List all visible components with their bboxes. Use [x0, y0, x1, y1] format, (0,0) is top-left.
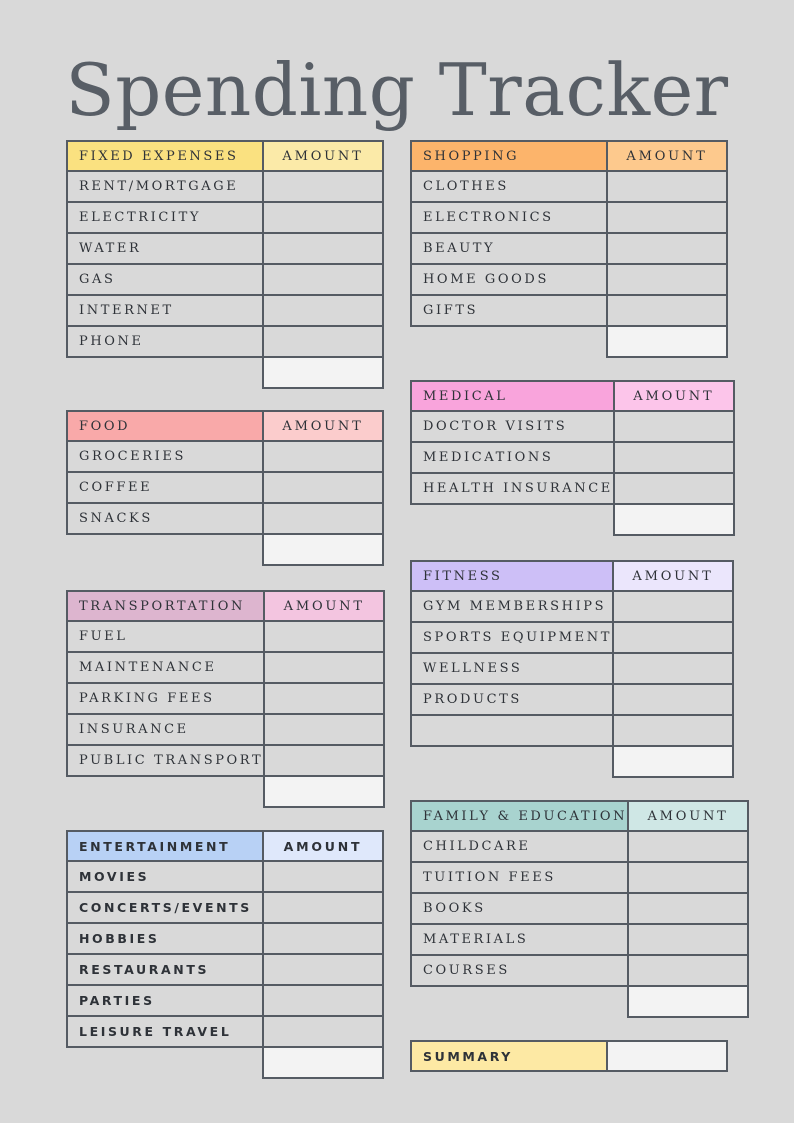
family-item-label: TUITION FEES — [411, 862, 628, 893]
family-item-label: COURSES — [411, 955, 628, 986]
family-item-label: CHILDCARE — [411, 831, 628, 862]
medical-amount-field[interactable] — [614, 442, 734, 473]
table-row — [67, 861, 383, 892]
fixed-item-label: WATER — [67, 233, 263, 264]
fitness-amount-field[interactable] — [613, 653, 733, 684]
fitness-amount-field[interactable] — [613, 622, 733, 653]
table-row — [67, 745, 384, 776]
table-row — [67, 683, 384, 714]
transportation-amount-header: AMOUNT — [264, 591, 384, 621]
medical-item-label: MEDICATIONS — [411, 442, 614, 473]
shopping-amount-header: AMOUNT — [607, 141, 727, 171]
page-title: Spending Tracker — [65, 48, 729, 132]
food-amount-field[interactable] — [263, 503, 383, 534]
entertainment-item-label: LEISURE TRAVEL — [67, 1016, 263, 1047]
family-amount-header: AMOUNT — [628, 801, 748, 831]
transportation-item-label: INSURANCE — [67, 714, 264, 745]
food-header: FOOD — [67, 411, 263, 441]
food-amount-field[interactable] — [263, 472, 383, 503]
fitness-total-row — [411, 746, 733, 777]
shopping-table — [410, 140, 728, 358]
shopping-amount-field[interactable] — [607, 264, 727, 295]
fixed-total-field[interactable] — [263, 357, 383, 388]
transportation-header: TRANSPORTATION — [67, 591, 264, 621]
food-total-row — [67, 534, 383, 565]
table-row — [411, 202, 727, 233]
fixed-item-label: ELECTRICITY — [67, 202, 263, 233]
medical-amount-field[interactable] — [614, 473, 734, 504]
table-row — [67, 503, 383, 534]
shopping-header: SHOPPING — [411, 141, 607, 171]
transportation-item-label: PARKING FEES — [67, 683, 264, 714]
entertainment-amount-field[interactable] — [263, 954, 383, 985]
table-row — [67, 892, 383, 923]
summary-label: SUMMARY — [411, 1041, 607, 1071]
fixed-amount-field[interactable] — [263, 233, 383, 264]
table-row — [67, 233, 383, 264]
fixed-amount-field[interactable] — [263, 202, 383, 233]
fixed-total-spacer — [67, 357, 263, 388]
shopping-item-label: BEAUTY — [411, 233, 607, 264]
table-row — [411, 715, 733, 746]
table-row — [67, 621, 384, 652]
fitness-item-label: PRODUCTS — [411, 684, 613, 715]
family-table — [410, 800, 749, 1018]
transportation-item-label: MAINTENANCE — [67, 652, 264, 683]
fixed-table — [66, 140, 384, 389]
entertainment-item-label: MOVIES — [67, 861, 263, 892]
fitness-item-label — [411, 715, 613, 746]
shopping-total-spacer — [411, 326, 607, 357]
entertainment-total-field[interactable] — [263, 1047, 383, 1078]
shopping-item-label: CLOTHES — [411, 171, 607, 202]
fitness-header: FITNESS — [411, 561, 613, 591]
medical-header: MEDICAL — [411, 381, 614, 411]
summary-table — [410, 1040, 728, 1072]
food-total-spacer — [67, 534, 263, 565]
fitness-amount-field[interactable] — [613, 715, 733, 746]
entertainment-total-spacer — [67, 1047, 263, 1078]
transportation-amount-field[interactable] — [264, 745, 384, 776]
transportation-total-field[interactable] — [264, 776, 384, 807]
shopping-item-label: HOME GOODS — [411, 264, 607, 295]
fixed-amount-field[interactable] — [263, 264, 383, 295]
fitness-item-label: SPORTS EQUIPMENT — [411, 622, 613, 653]
fitness-amount-field[interactable] — [613, 684, 733, 715]
table-row — [411, 473, 734, 504]
fitness-table — [410, 560, 734, 778]
medical-amount-field[interactable] — [614, 411, 734, 442]
transportation-item-label: FUEL — [67, 621, 264, 652]
table-row — [67, 652, 384, 683]
table-row — [411, 862, 748, 893]
food-table — [66, 410, 384, 566]
table-row — [67, 954, 383, 985]
fitness-total-field[interactable] — [613, 746, 733, 777]
fixed-item-label: PHONE — [67, 326, 263, 357]
fixed-header: FIXED EXPENSES — [67, 141, 263, 171]
transportation-amount-field[interactable] — [264, 652, 384, 683]
table-row — [67, 326, 383, 357]
shopping-amount-field[interactable] — [607, 202, 727, 233]
table-row — [411, 411, 734, 442]
food-item-label: COFFEE — [67, 472, 263, 503]
medical-item-label: DOCTOR VISITS — [411, 411, 614, 442]
table-row — [411, 591, 733, 622]
table-row — [411, 295, 727, 326]
shopping-item-label: GIFTS — [411, 295, 607, 326]
entertainment-amount-field[interactable] — [263, 985, 383, 1016]
shopping-total-field[interactable] — [607, 326, 727, 357]
table-row — [67, 923, 383, 954]
table-row — [411, 831, 748, 862]
entertainment-amount-field[interactable] — [263, 861, 383, 892]
family-total-spacer — [411, 986, 628, 1017]
entertainment-header: ENTERTAINMENT — [67, 831, 263, 861]
fixed-total-row — [67, 357, 383, 388]
table-row — [411, 171, 727, 202]
table-row — [411, 653, 733, 684]
fitness-amount-field[interactable] — [613, 591, 733, 622]
table-row — [67, 295, 383, 326]
shopping-amount-field[interactable] — [607, 171, 727, 202]
entertainment-table — [66, 830, 384, 1079]
table-row — [67, 985, 383, 1016]
fitness-total-spacer — [411, 746, 613, 777]
entertainment-amount-field[interactable] — [263, 892, 383, 923]
fitness-item-label: GYM MEMBERSHIPS — [411, 591, 613, 622]
table-row — [67, 441, 383, 472]
transportation-total-row — [67, 776, 384, 807]
transportation-amount-field[interactable] — [264, 714, 384, 745]
transportation-amount-field[interactable] — [264, 683, 384, 714]
table-row — [411, 233, 727, 264]
fixed-item-label: GAS — [67, 264, 263, 295]
food-total-field[interactable] — [263, 534, 383, 565]
fitness-item-label: WELLNESS — [411, 653, 613, 684]
summary-amount-field[interactable] — [607, 1041, 727, 1071]
shopping-item-label: ELECTRONICS — [411, 202, 607, 233]
family-item-label: MATERIALS — [411, 924, 628, 955]
table-row — [67, 171, 383, 202]
transportation-amount-field[interactable] — [264, 621, 384, 652]
family-total-field[interactable] — [628, 986, 748, 1017]
entertainment-item-label: PARTIES — [67, 985, 263, 1016]
transportation-item-label: PUBLIC TRANSPORT — [67, 745, 264, 776]
transportation-total-spacer — [67, 776, 264, 807]
fitness-amount-header: AMOUNT — [613, 561, 733, 591]
table-row — [411, 684, 733, 715]
table-row — [411, 893, 748, 924]
table-row — [67, 202, 383, 233]
table-row — [67, 714, 384, 745]
medical-amount-header: AMOUNT — [614, 381, 734, 411]
food-amount-field[interactable] — [263, 441, 383, 472]
table-row — [411, 955, 748, 986]
family-header: FAMILY & EDUCATION — [411, 801, 628, 831]
entertainment-amount-header: AMOUNT — [263, 831, 383, 861]
entertainment-total-row — [67, 1047, 383, 1078]
food-item-label: SNACKS — [67, 503, 263, 534]
entertainment-item-label: RESTAURANTS — [67, 954, 263, 985]
family-item-label: BOOKS — [411, 893, 628, 924]
entertainment-amount-field[interactable] — [263, 923, 383, 954]
medical-table — [410, 380, 735, 536]
family-amount-field[interactable] — [628, 893, 748, 924]
family-amount-field[interactable] — [628, 924, 748, 955]
medical-total-spacer — [411, 504, 614, 535]
family-total-row — [411, 986, 748, 1017]
transportation-table — [66, 590, 385, 808]
table-row — [411, 622, 733, 653]
shopping-amount-field[interactable] — [607, 295, 727, 326]
family-amount-field[interactable] — [628, 862, 748, 893]
fixed-amount-field[interactable] — [263, 326, 383, 357]
entertainment-amount-field[interactable] — [263, 1016, 383, 1047]
table-row — [411, 924, 748, 955]
entertainment-item-label: CONCERTS/EVENTS — [67, 892, 263, 923]
table-row — [67, 264, 383, 295]
fixed-item-label: RENT/MORTGAGE — [67, 171, 263, 202]
food-amount-header: AMOUNT — [263, 411, 383, 441]
table-row — [411, 442, 734, 473]
family-amount-field[interactable] — [628, 831, 748, 862]
shopping-amount-field[interactable] — [607, 233, 727, 264]
family-amount-field[interactable] — [628, 955, 748, 986]
shopping-total-row — [411, 326, 727, 357]
medical-total-row — [411, 504, 734, 535]
fixed-amount-field[interactable] — [263, 171, 383, 202]
food-item-label: GROCERIES — [67, 441, 263, 472]
fixed-amount-header: AMOUNT — [263, 141, 383, 171]
fixed-amount-field[interactable] — [263, 295, 383, 326]
entertainment-item-label: HOBBIES — [67, 923, 263, 954]
fixed-item-label: INTERNET — [67, 295, 263, 326]
table-row — [67, 1016, 383, 1047]
medical-total-field[interactable] — [614, 504, 734, 535]
table-row — [67, 472, 383, 503]
table-row — [411, 264, 727, 295]
medical-item-label: HEALTH INSURANCE — [411, 473, 614, 504]
